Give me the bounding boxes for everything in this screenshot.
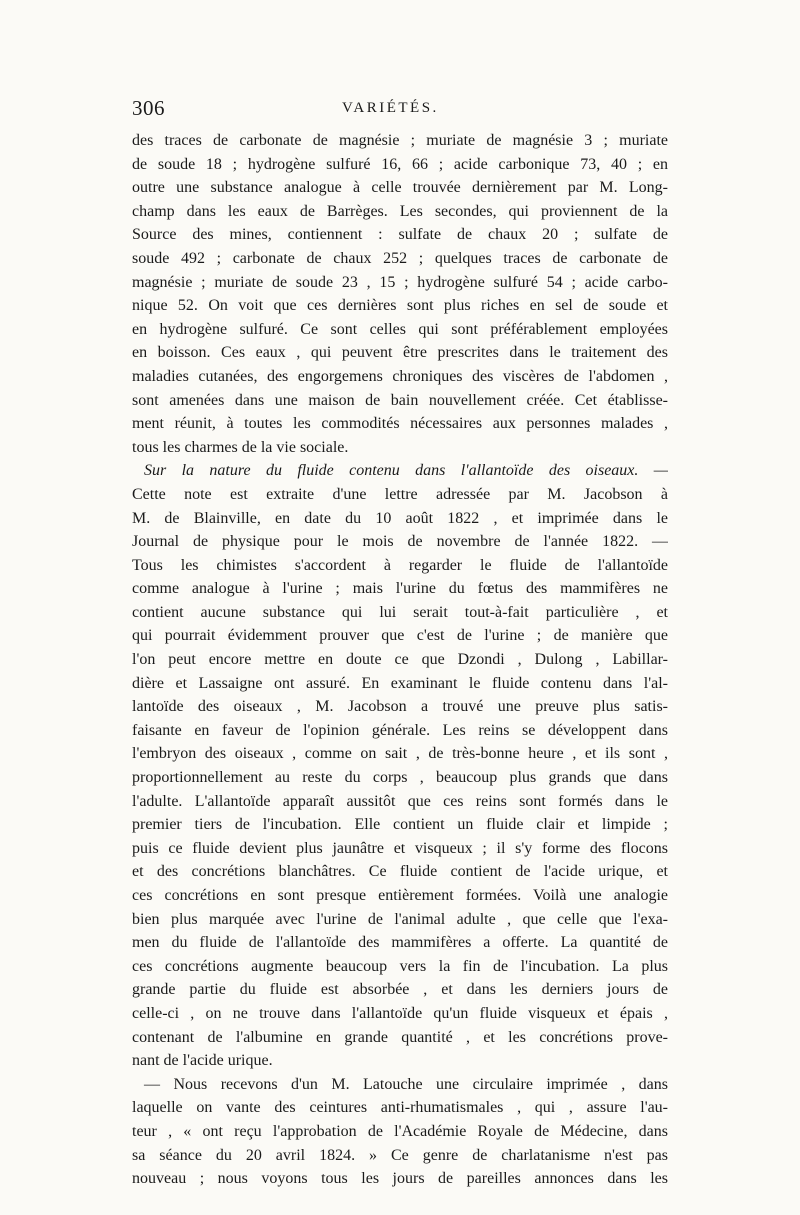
text-line: tous les charmes de la vie sociale. xyxy=(132,438,349,456)
page-header xyxy=(132,96,672,124)
text-line: comme analogue à l'urine ; mais l'urine du fœtus des mammifères ne xyxy=(132,580,668,598)
text-line: maladies cutanées, des engorgemens chroniques des viscères de l'abdomen , xyxy=(132,367,668,385)
text-line: puis ce fluide devient plus jaunâtre et visqueux ; il s'y forme des flocons xyxy=(132,839,668,857)
text-line: Journal de physique pour le mois de novembre de l'année 1822. — xyxy=(132,533,668,551)
text-line: champ dans les eaux de Barrèges. Les secondes, qui proviennent de la xyxy=(132,202,668,220)
text-line: magnésie ; muriate de soude 23 , 15 ; hydrogène sulfuré 54 ; acide carbo- xyxy=(132,273,668,291)
text-line: Cette note est extraite d'une lettre adressée par M. Jacobson à xyxy=(132,485,668,503)
text-line: laquelle on vante des ceintures anti-rhumatismales , qui , assure l'au- xyxy=(132,1099,668,1117)
text-line: Source des mines, contiennent : sulfate de chaux 20 ; sulfate de xyxy=(132,226,668,244)
text-line: bien plus marquée avec l'urine de l'animal adulte , que celle que l'exa- xyxy=(132,910,668,928)
running-head: VARIÉTÉS. xyxy=(342,100,439,116)
text-line: en hydrogène sulfuré. Ce sont celles qui sont préférablement employées xyxy=(132,320,668,338)
text-line: sa séance du 20 avril 1824. » Ce genre de charlatanisme n'est pas xyxy=(132,1146,668,1164)
text-line: nant de l'acide urique. xyxy=(132,1052,273,1070)
text-line: ment réunit, à toutes les commodités nécessaires aux personnes malades , xyxy=(132,415,668,433)
text-line: teur , « ont reçu l'approbation de l'Académie Royale de Médecine, dans xyxy=(132,1122,668,1140)
text-line: faisante en faveur de l'opinion générale. Les reins se développent dans xyxy=(132,721,668,739)
text-line: ces concrétions en sont presque entièrement formées. Voilà une analogie xyxy=(132,887,668,904)
text-line: l'embryon des oiseaux , comme on sait , de très-bonne heure , et ils sont , xyxy=(132,745,668,763)
text-line: l'on peut encore mettre en doute ce que Dzondi , Dulong , Labillar- xyxy=(132,651,668,669)
section-heading-line: Sur la nature du fluide contenu dans l'allantoïde des oiseaux. — xyxy=(144,462,668,480)
text-line: nouveau ; nous voyons tous les jours de pareilles annonces dans les xyxy=(132,1170,668,1188)
text-line: ces concrétions augmente beaucoup vers la fin de l'incubation. La plus xyxy=(132,957,668,975)
text-line: qui pourrait évidemment prouver que c'est de l'urine ; de manière que xyxy=(132,627,668,645)
text-line: soude 492 ; carbonate de chaux 252 ; quelques traces de carbonate de xyxy=(132,249,668,267)
text-line: de soude 18 ; hydrogène sulfuré 16, 66 ; acide carbonique 73, 40 ; en xyxy=(132,155,668,173)
text-line: contenant de l'albumine en grande quantité , et les concrétions prove- xyxy=(132,1028,668,1046)
text-line: et des concrétions blanchâtres. Ce fluide contient de l'acide urique, et xyxy=(132,863,668,881)
text-line: nique 52. On voit que ces dernières sont plus riches en sel de soude et xyxy=(132,297,668,315)
text-line: dière et Lassaigne ont assuré. En examinant le fluide contenu dans l'al- xyxy=(132,674,668,692)
text-line: proportionnellement au reste du corps , beaucoup plus grands que dans xyxy=(132,769,668,787)
text-line: grande partie du fluide est absorbée , et dans les derniers jours de xyxy=(132,981,668,999)
text-line: l'adulte. L'allantoïde apparaît aussitôt que ces reins sont formés dans le xyxy=(132,792,668,810)
text-line: premier tiers de l'incubation. Elle contient un fluide clair et limpide ; xyxy=(132,816,668,834)
text-line: men du fluide de l'allantoïde des mammifères a offerte. La quantité de xyxy=(132,934,668,952)
body-text xyxy=(132,129,668,1191)
text-line: outre une substance analogue à celle trouvée dernièrement par M. Long- xyxy=(132,179,668,197)
text-line: Tous les chimistes s'accordent à regarder le fluide de l'allantoïde xyxy=(132,556,668,574)
text-line: M. de Blainville, en date du 10 août 1822 , et imprimée dans le xyxy=(132,509,668,527)
text-line: — Nous recevons d'un M. Latouche une circulaire imprimée , dans xyxy=(144,1075,668,1093)
text-line: sont amenées dans une maison de bain nouvellement créée. Cet établisse- xyxy=(132,391,668,409)
text-line: lantoïde des oiseaux , M. Jacobson a trouvé une preuve plus satis- xyxy=(132,698,668,716)
text-line: contient aucune substance qui lui serait tout-à-fait particulière , et xyxy=(132,603,668,621)
text-line: en boisson. Ces eaux , qui peuvent être prescrites dans le traitement des xyxy=(132,344,668,362)
page-number: 306 xyxy=(132,96,165,120)
text-line: des traces de carbonate de magnésie ; muriate de magnésie 3 ; muriate xyxy=(132,132,668,149)
text-line: celle-ci , on ne trouve dans l'allantoïde qu'un fluide visqueux et épais , xyxy=(132,1004,668,1022)
